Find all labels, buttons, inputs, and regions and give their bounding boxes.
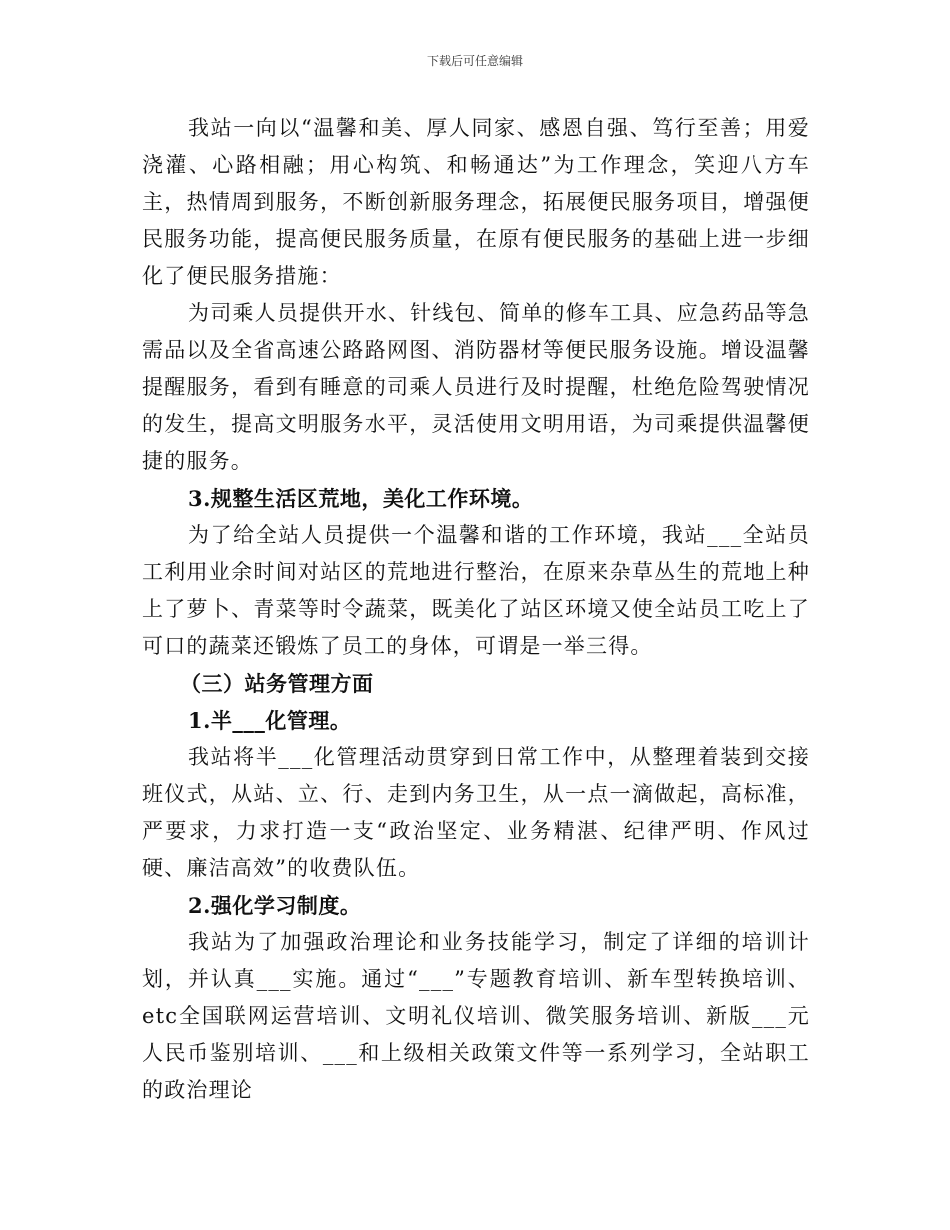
section-heading-station-management: （三）站务管理方面 (180, 671, 374, 696)
heading-living-area: 3.规整生活区荒地，美化工作环境。 (188, 486, 534, 511)
paragraph-semi-management: 我站将半___化管理活动贯穿到日常工作中，从整理着装到交接班仪式，从站、立、行、走到内务卫生，从一点一滴做起，高标准，严要求，力求打造一支“政治坚定、业务精湛、纪律严明、作风过硬、廉洁高效”的收费队伍。 (142, 745, 810, 880)
paragraph-living-area: 为了给全站人员提供一个温馨和谐的工作环境，我站___全站员工利用业余时间对站区的荒地进行整治，在原来杂草丛生的荒地上种上了萝卜、青菜等时令蔬菜，既美化了站区环境又使全站员工吃上了可口的蔬菜还锻炼了员工的身体，可谓是一举三得。 (142, 523, 810, 658)
paragraph-study-system: 我站为了加强政治理论和业务技能学习，制定了详细的培训计划，并认真___实施。通过“___”专题教育培训、新车型转换培训、etc全国联网运营培训、文明礼仪培训、微笑服务培训、新版___元人民币鉴别培训、___和上级相关政策文件等一系列学习，全站职工的政治理论 (142, 930, 810, 1102)
paragraph-convenience-facilities: 为司乘人员提供开水、针线包、简单的修车工具、应急药品等急需品以及全省高速公路路网图、消防器材等便民服务设施。增设温馨提醒服务，看到有睡意的司乘人员进行及时提醒，杜绝危险驾驶情况的发生，提高文明服务水平，灵活使用文明用语，为司乘提供温馨便捷的服务。 (142, 301, 810, 473)
heading-study-system: 2.强化学习制度。 (188, 893, 362, 918)
heading-semi-management: 1.半___化管理。 (188, 708, 352, 733)
page-header: 下载后可任意编辑 (426, 54, 523, 68)
document-body (142, 110, 810, 1109)
paragraph-service-philosophy: 我站一向以“温馨和美、厚人同家、感恩自强、笃行至善；用爱浇灌、心路相融；用心构筑、和畅通达”为工作理念，笑迎八方车主，热情周到服务，不断创新服务理念，拓展便民服务项目，增强便民服务功能，提高便民服务质量，在原有便民服务的基础上进一步细化了便民服务措施： (142, 116, 810, 288)
